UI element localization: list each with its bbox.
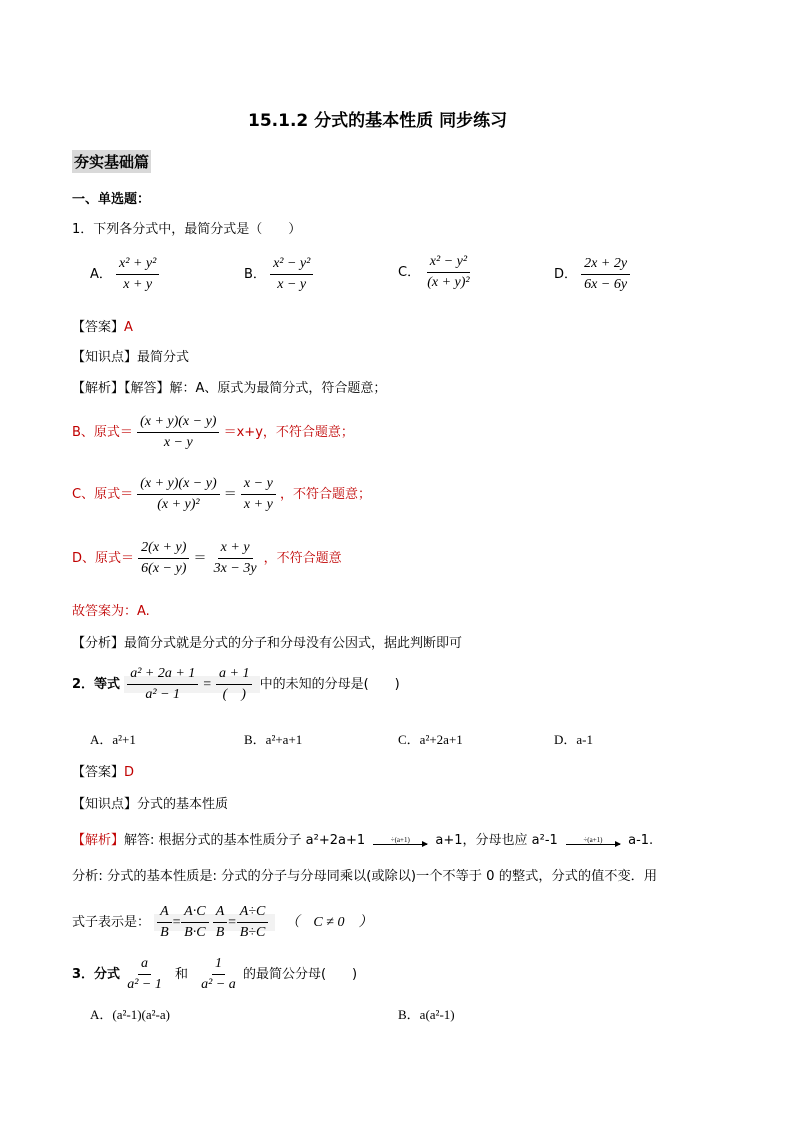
q2-knowledge-point: 【知识点】分式的基本性质: [72, 797, 229, 812]
q1-fenxi: 【分析】最简分式就是分式的分子和分母没有公因式，据此判断即可: [72, 636, 463, 651]
q2-option-a: A．a²+1: [90, 732, 136, 747]
q2-analysis: 【解析】解答: 根据分式的基本性质分子 a²+2a+1 ÷(a+1) a+1，分母也应 a²-1 ÷(a+1) a-1.: [72, 833, 654, 848]
q3-option-a: A．(a²-1)(a²-a): [90, 1007, 170, 1022]
q2-option-c: C．a²+2a+1: [398, 732, 463, 747]
q1-option-a: A． $\frac{\text{x² + y²}}{x + y}$: [90, 254, 159, 295]
arrow-icon: ÷(a+1): [373, 836, 427, 845]
q1-option-b: B． $\frac{\text{x² − y²}}{x - y}$: [244, 254, 313, 295]
q1-solution-b: B、原式＝ $\frac{(x + y)(x - y)}{x - y}$ ＝x+y，不符合题意；: [72, 414, 354, 450]
section-heading: 夯实基础篇: [72, 150, 151, 173]
q1-analysis: 【解析】【解答】解：A、原式为最简分式，符合题意；: [72, 381, 387, 396]
q2-stem: 2．等式 $\frac{\text{a² + 2a + 1}}{\text{a² − 1}}$ = $\frac{a + 1}{( )}$ 中的未知的分母是( ): [72, 666, 400, 702]
q3-option-b: B．a(a²-1): [398, 1007, 455, 1022]
q2-answer: 【答案】D: [72, 765, 135, 780]
q1-solution-c: C、原式＝ $\frac{(x + y)(x - y)}{\text{(x + y)²}}$ ＝ $\frac{x - y}{x + y}$ ，不符合题意；: [72, 476, 371, 512]
q1-knowledge-point: 【知识点】最简分式: [72, 350, 190, 365]
q1-solution-d: D、原式＝ $\frac{2(x + y)}{6(x - y)}$ ＝ $\frac{x + y}{3x - 3y}$ ，不符合题意: [72, 540, 342, 576]
q2-property-text: 分析: 分式的基本性质是: 分式的分子与分母同乘以(或除以)一个不等于 0 的整式，分式的值不变．用: [72, 869, 658, 884]
q3-stem: 3．分式 $\frac{a}{\text{a² − 1}}$ 和 $\frac{1}{\text{a² − a}}$ 的最简公分母( ): [72, 956, 358, 992]
q1-conclusion: 故答案为：A.: [72, 604, 150, 619]
q1-stem: 1．下列各分式中，最简分式是（ ）: [72, 222, 302, 237]
q2-property-formula: 式子表示是： $\frac{A}{B}$ = $\frac{A\cdot C}{B\cdot C}$ $\frac{A}{B}$ = $\frac{A\div C}{B\div C}$ （ C ≠ 0 ）: [72, 904, 373, 940]
page-title: 15.1.2 分式的基本性质 同步练习: [248, 111, 508, 131]
q1-option-d: D． $\frac{2x + 2y}{6x - 6y}$: [554, 254, 630, 295]
q2-equation: $\frac{\text{a² + 2a + 1}}{\text{a² − 1}}$ = $\frac{a + 1}{( )}$: [124, 676, 259, 693]
q1-answer: 【答案】A: [72, 320, 133, 335]
q1-option-c: C． $\frac{\text{x² − y²}}{\text{(x + y)²}}$: [398, 254, 470, 290]
q2-option-d: D．a-1: [554, 732, 593, 747]
arrow-icon: ÷(a+1): [566, 836, 620, 845]
q2-option-b: B．a²+a+1: [244, 732, 303, 747]
part-heading: 一、单选题：: [72, 192, 151, 207]
